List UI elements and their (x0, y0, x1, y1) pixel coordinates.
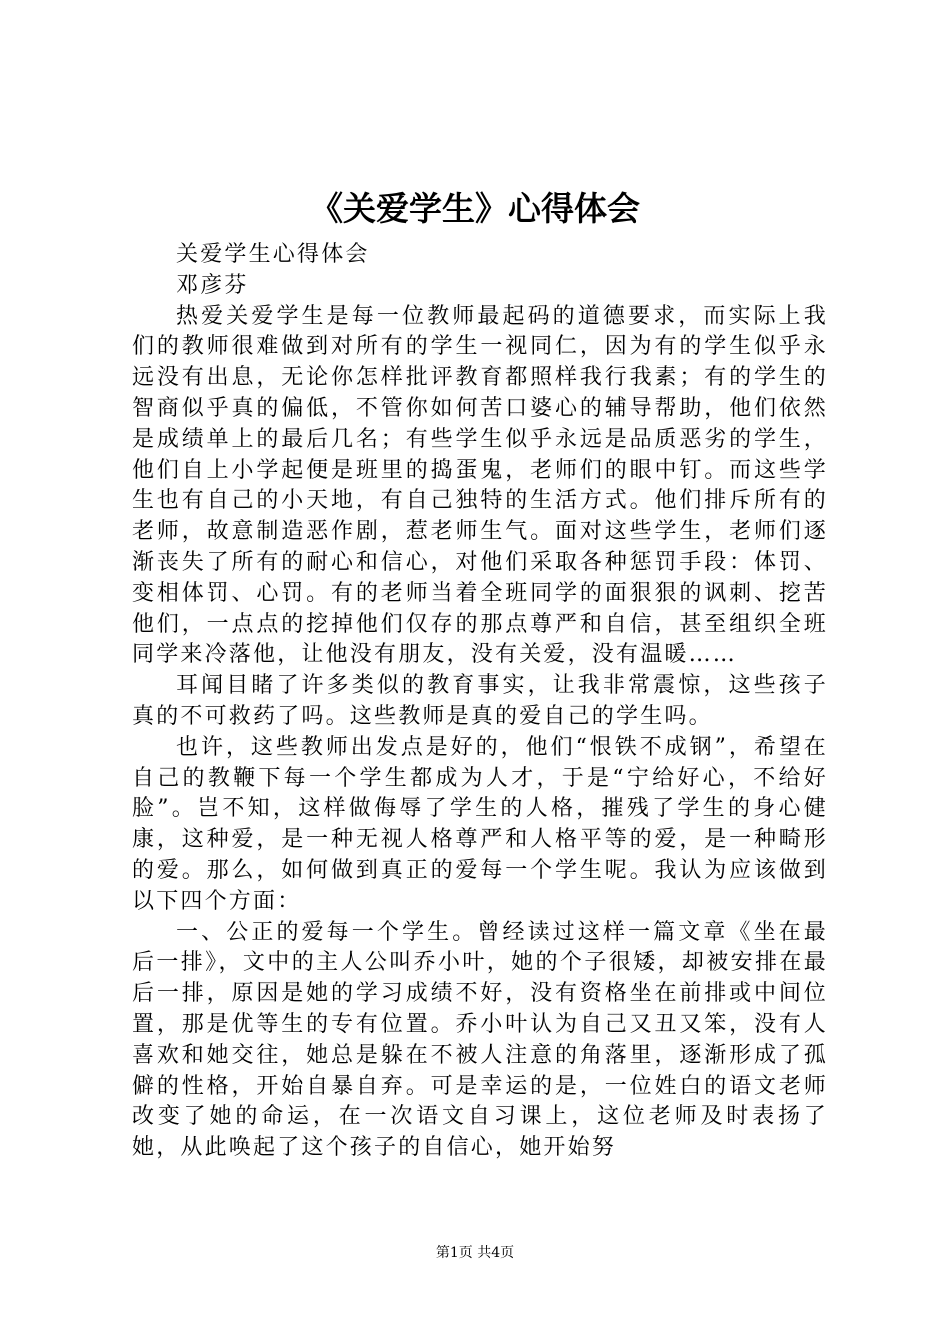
document-body (132, 240, 828, 1164)
page-footer: 第1页 共4页 (435, 1245, 515, 1261)
body-paragraph: 一、公正的爱每一个学生。曾经读过这样一篇文章《坐在最后一排》，文中的主人公叫乔小叶，她的个子很矮，却被安排在最后一排，原因是她的学习成绩不好，没有资格坐在前排或中间位置，那是优等生的专有位置。乔小叶认为自己又丑又笨，没有人喜欢和她交往，她总是躲在不被人注意的角落里，逐渐形成了孤僻的性格，开始自暴自弃。可是幸运的是，一位姓白的语文老师改变了她的命运，在一次语文自习课上，这位老师及时表扬了她，从此唤起了这个孩子的自信心，她开始努 (132, 919, 828, 1161)
body-paragraph: 热爱关爱学生是每一位教师最起码的道德要求，而实际上我们的教师很难做到对所有的学生一视同仁，因为有的学生似乎永远没有出息，无论你怎样批评教育都照样我行我素；有的学生的智商似乎真的偏低，不管你如何苦口婆心的辅导帮助，他们依然是成绩单上的最后几名；有些学生似乎永远是品质恶劣的学生，他们自上小学起便是班里的捣蛋鬼，老师们的眼中钉。而这些学生也有自己的小天地，有自己独特的生活方式。他们排斥所有的老师，故意制造恶作剧，惹老师生气。面对这些学生，老师们逐渐丧失了所有的耐心和信心，对他们采取各种惩罚手段：体罚、变相体罚、心罚。有的老师当着全班同学的面狠狠的讽刺、挖苦他们，一点点的挖掉他们仅存的那点尊严和自信，甚至组织全班同学来冷落他，让他没有朋友，没有关爱，没有温暖…… (132, 303, 828, 668)
body-paragraph: 也许，这些教师出发点是好的，他们“恨铁不成钢”，希望在自己的教鞭下每一个学生都成为人才，于是“宁给好心，不给好脸”。岂不知，这样做侮辱了学生的人格，摧残了学生的身心健康，这种爱，是一种无视人格尊严和人格平等的爱，是一种畸形的爱。那么，如何做到真正的爱每一个学生呢。我认为应该做到以下四个方面： (132, 734, 828, 914)
subtitle-line: 关爱学生心得体会 (176, 242, 370, 267)
body-paragraph: 耳闻目睹了许多类似的教育事实，让我非常震惊，这些孩子真的不可救药了吗。这些教师是真的爱自己的学生吗。 (132, 673, 828, 729)
document-title: 《关爱学生》心得体会 (310, 189, 640, 228)
author-line: 邓彦芬 (176, 272, 249, 298)
